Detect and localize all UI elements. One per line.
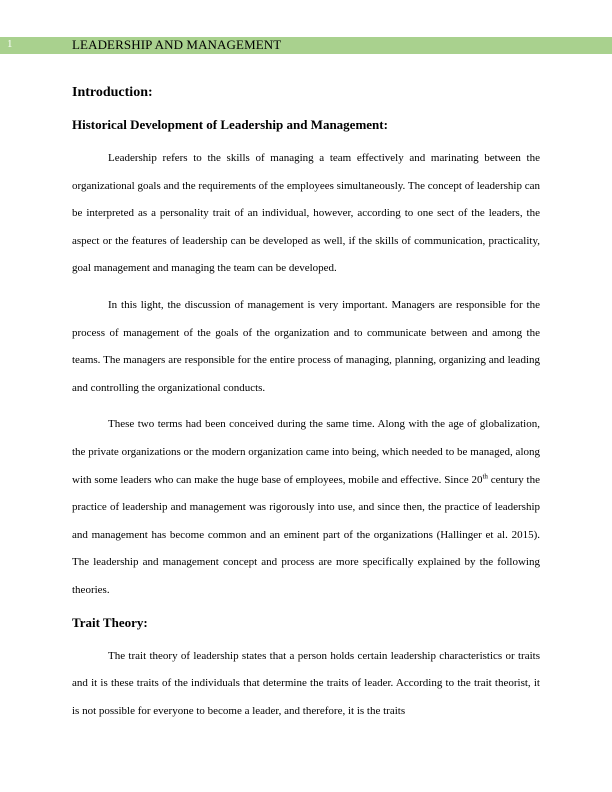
paragraph-3 — [72, 411, 540, 604]
paragraph-3-part-2: century the practice of leadership and management was rigorously into use, and since then, the practice of leadership and management has become common and an eminent part of the organizations (Hallinger et al. 2015). The leadership and management concept and process are more specifically explained by the following theories. — [72, 473, 540, 596]
page-number: 1 — [7, 38, 13, 50]
section-heading-trait-theory: Trait Theory: — [72, 614, 148, 630]
header-band — [0, 37, 612, 54]
paragraph-2: In this light, the discussion of management is very important. Managers are responsible for the process of management of the goals of the organization and to communicate between and among the teams. The managers are responsible for the entire process of managing, planning, organizing and leading and controlling the organizational conducts. — [72, 298, 540, 394]
introduction-heading: Introduction: — [72, 85, 153, 100]
paragraph-4: The trait theory of leadership states that a person holds certain leadership characteristics or traits and it is these traits of the individuals that determine the traits of leader. According to the trait theorist, it is not possible for everyone to become a leader, and therefore, it is the traits — [72, 649, 540, 717]
section-heading-historical: Historical Development of Leadership and Management: — [72, 117, 388, 132]
paragraph-3-superscript: th — [482, 471, 488, 480]
running-head: LEADERSHIP AND MANAGEMENT — [72, 37, 282, 52]
paragraph-3-part-1: These two terms had been conceived during the same time. Along with the age of globalization, the private organizations or the modern organization came into being, which needed to be managed, along with some leaders who can make the huge base of employees, mobile and effective. Since 20 — [72, 418, 540, 486]
paragraph-1: Leadership refers to the skills of managing a team effectively and marinating between the organizational goals and the requirements of the employees simultaneously. The concept of leadership can be interpreted as a personality trait of an individual, however, according to one sect of the leaders, the aspect or the features of leadership can be developed as well, if the skills of communication, practicality, goal management and managing the team can be developed. — [72, 152, 540, 275]
document-body — [72, 84, 540, 725]
